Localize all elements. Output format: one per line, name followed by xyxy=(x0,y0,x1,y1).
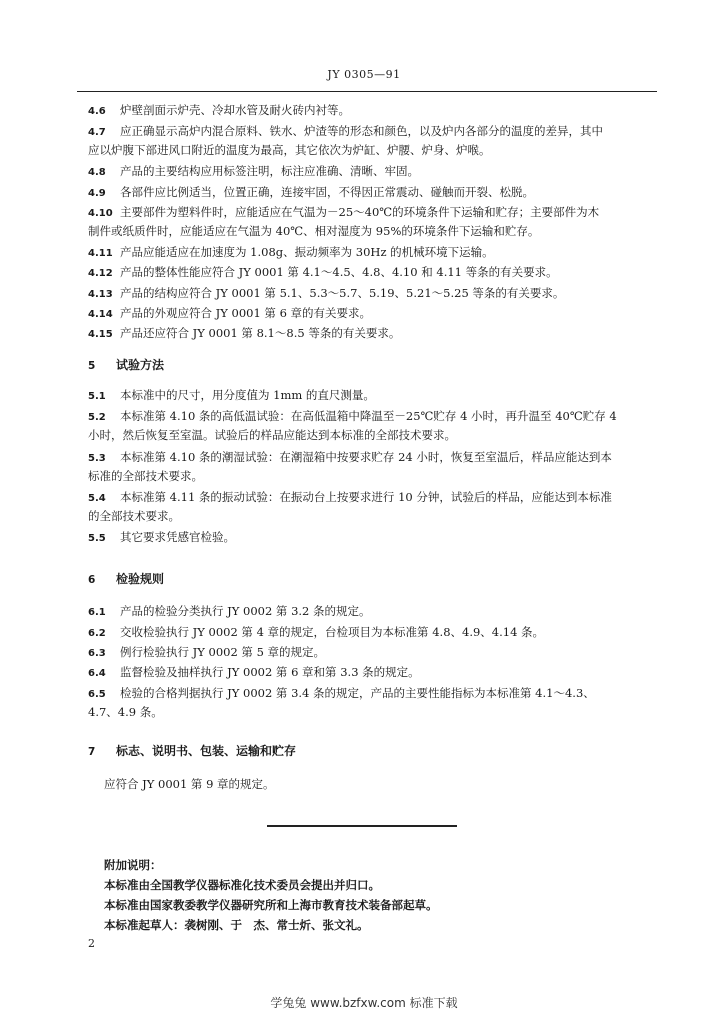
clause-7-text: 应符合 JY 0001 第 9 章的规定。 xyxy=(104,777,275,791)
page-header: JY 0305—91 xyxy=(327,68,401,81)
clause-5-3-cont: 标准的全部技术要求。 xyxy=(88,469,203,483)
clause-5-3: 5.3 本标准第 4.10 条的潮湿试验：在潮湿箱中按要求贮存 24 小时，恢复至室温后，样品应能达到本 xyxy=(88,450,612,464)
clause-4-8: 4.8 产品的主要结构应用标签注明，标注应准确、清晰、牢固。 xyxy=(88,164,419,178)
notes-line-2: 本标准由国家教委教学仪器研究所和上海市教育技术装备部起草。 xyxy=(104,898,438,912)
header-rule xyxy=(77,91,657,92)
clause-6-5: 6.5 检验的合格判据执行 JY 0002 第 3.4 条的规定，产品的主要性能指标为本标准第 4.1～4.3、 xyxy=(88,686,595,700)
clause-5-4-cont: 的全部技术要求。 xyxy=(88,509,180,523)
clause-6-4: 6.4 监督检验及抽样执行 JY 0002 第 6 章和第 3.3 条的规定。 xyxy=(88,665,420,679)
end-rule xyxy=(267,825,457,827)
section-7-heading: 7 标志、说明书、包装、运输和贮存 xyxy=(88,744,297,758)
watermark-text: 学兔兔 www.bzfxw.com 标准下载 xyxy=(270,996,458,1010)
clause-5-2-cont: 小时，然后恢复至室温。试验后的样品应能达到本标准的全部技术要求。 xyxy=(88,428,456,442)
clause-4-7: 4.7 应正确显示高炉内混合原料、铁水、炉渣等的形态和颜色，以及炉内各部分的温度的差异，其中 xyxy=(88,124,603,138)
notes-line-3: 本标准起草人：袭树刚、于 杰、常士炘、张文礼。 xyxy=(104,918,369,932)
clause-4-10: 4.10 主要部件为塑料件时，应能适应在气温为－25～40℃的环境条件下运输和贮存；主要部件为木 xyxy=(88,205,600,219)
section-6-heading: 6 检验规则 xyxy=(88,572,165,586)
clause-6-5-cont: 4.7、4.9 条。 xyxy=(88,705,163,719)
clause-4-7-cont: 应以炉腹下部进风口附近的温度为最高，其它依次为炉缸、炉腰、炉身、炉喉。 xyxy=(88,143,491,157)
notes-title: 附加说明： xyxy=(104,858,162,872)
clause-5-5: 5.5 其它要求凭感官检验。 xyxy=(88,530,235,544)
clause-4-15: 4.15 产品还应符合 JY 0001 第 8.1～8.5 等条的有关要求。 xyxy=(88,326,401,340)
clause-4-10-cont: 制件或纸质件时，应能适应在气温为 40℃、相对湿度为 95%的环境条件下运输和贮存。 xyxy=(88,224,540,238)
clause-4-9: 4.9 各部件应比例适当，位置正确，连接牢固，不得因正常震动、碰触而开裂、松脱。 xyxy=(88,185,534,199)
section-5-heading: 5 试验方法 xyxy=(88,358,165,372)
clause-5-4: 5.4 本标准第 4.11 条的振动试验：在振动台上按要求进行 10 分钟，试验后的样品，应能达到本标准 xyxy=(88,490,612,504)
clause-4-11: 4.11 产品应能适应在加速度为 1.08g、振动频率为 30Hz 的机械环境下运输。 xyxy=(88,245,494,259)
clause-4-12: 4.12 产品的整体性能应符合 JY 0001 第 4.1～4.5、4.8、4.10 和 4.11 等条的有关要求。 xyxy=(88,265,558,279)
clause-4-14: 4.14 产品的外观应符合 JY 0001 第 6 章的有关要求。 xyxy=(88,306,372,320)
clause-5-1: 5.1 本标准中的尺寸，用分度值为 1mm 的直尺测量。 xyxy=(88,388,375,402)
clause-6-3: 6.3 例行检验执行 JY 0002 第 5 章的规定。 xyxy=(88,645,326,659)
clause-4-13: 4.13 产品的结构应符合 JY 0001 第 5.1、5.3～5.7、5.19、5.21～5.25 等条的有关要求。 xyxy=(88,286,565,300)
clause-6-2: 6.2 交收检验执行 JY 0002 第 4 章的规定，台检项目为本标准第 4.8、4.9、4.14 条。 xyxy=(88,625,545,639)
clause-5-2: 5.2 本标准第 4.10 条的高低温试验：在高低温箱中降温至－25℃贮存 4 小时，再升温至 40℃贮存 4 xyxy=(88,409,617,423)
notes-line-1: 本标准由全国教学仪器标准化技术委员会提出并归口。 xyxy=(104,878,380,892)
page-number: 2 xyxy=(88,937,95,950)
clause-4-6: 4.6 炉壁剖面示炉壳、冷却水管及耐火砖内衬等。 xyxy=(88,103,350,117)
clause-6-1: 6.1 产品的检验分类执行 JY 0002 第 3.2 条的规定。 xyxy=(88,604,371,618)
